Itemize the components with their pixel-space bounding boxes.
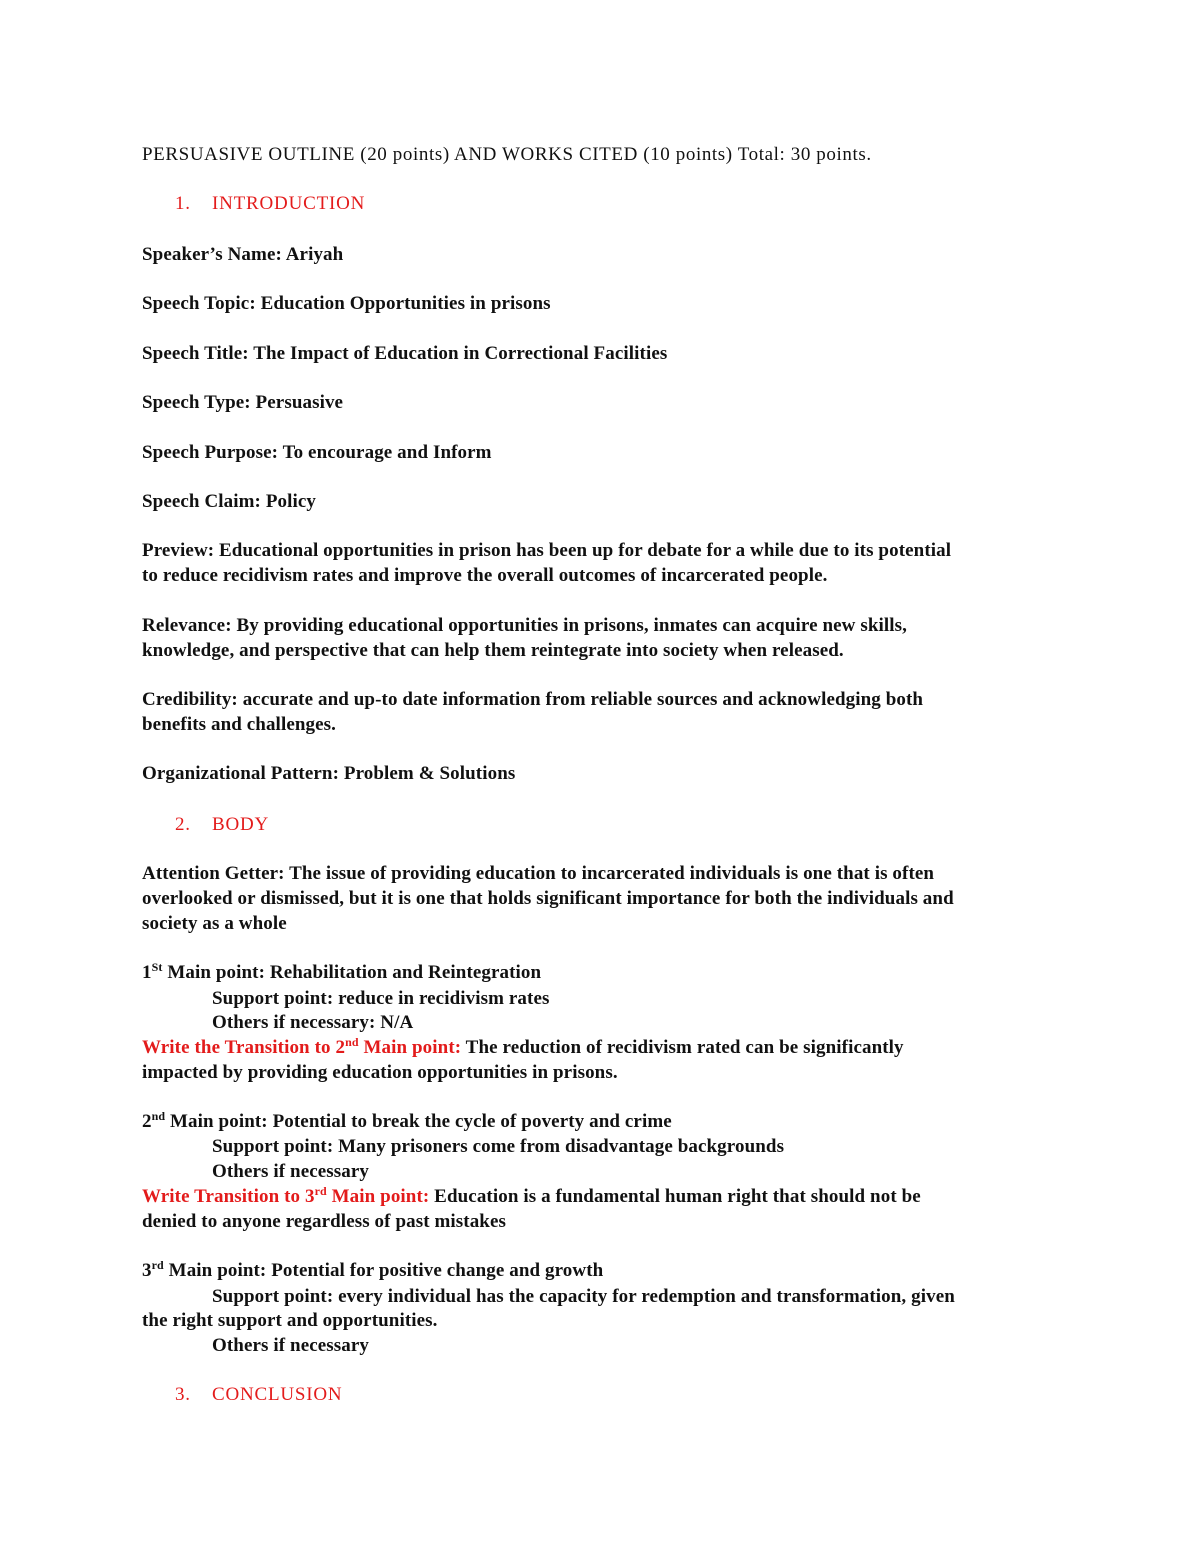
speech-purpose: Speech Purpose: To encourage and Inform xyxy=(142,442,492,463)
attention-getter-line-3: society as a whole xyxy=(142,913,287,934)
main-point-2-support: Support point: Many prisoners come from disadvantage backgrounds xyxy=(212,1136,785,1157)
speaker-name: Speaker’s Name: Ariyah xyxy=(142,244,344,265)
transition-label: Write the Transition to 2 xyxy=(142,1037,346,1058)
relevance-line-1: Relevance: By providing educational opportunities in prisons, inmates can acquire new skills, xyxy=(142,615,907,636)
transition-label: Write Transition to 3 xyxy=(142,1186,315,1207)
ordinal-suffix: nd xyxy=(151,1109,166,1123)
main-point-number: 2 xyxy=(142,1111,152,1132)
main-point-3-support-line-2: the right support and opportunities. xyxy=(142,1310,438,1331)
main-point-1-others: Others if necessary: N/A xyxy=(212,1012,414,1033)
ordinal-suffix: rd xyxy=(314,1184,327,1198)
preview-line-1: Preview: Educational opportunities in prison has been up for debate for a while due to its potential xyxy=(142,540,952,561)
transition-2 xyxy=(142,1186,921,1208)
transition-label-end: Main point: xyxy=(358,1037,462,1058)
section-heading-body xyxy=(175,814,269,836)
organizational-pattern: Organizational Pattern: Problem & Solutions xyxy=(142,763,516,784)
section-number: 3. xyxy=(175,1384,191,1405)
section-number: 1. xyxy=(175,193,191,214)
main-point-3-support-line-1: Support point: every individual has the capacity for redemption and transformation, given xyxy=(212,1286,955,1307)
section-heading-introduction xyxy=(175,193,365,215)
ordinal-suffix: rd xyxy=(151,1258,164,1272)
transition-text: The reduction of recidivism rated can be significantly xyxy=(461,1037,904,1058)
speech-topic: Speech Topic: Education Opportunities in prisons xyxy=(142,293,551,314)
main-point-1-support: Support point: reduce in recidivism rates xyxy=(212,988,550,1009)
section-label: BODY xyxy=(212,814,270,835)
speech-type: Speech Type: Persuasive xyxy=(142,392,344,413)
transition-1-line-2: impacted by providing education opportunities in prisons. xyxy=(142,1062,618,1083)
document-title: PERSUASIVE OUTLINE (20 points) AND WORKS CITED (10 points) Total: 30 points. xyxy=(142,144,872,165)
section-number: 2. xyxy=(175,814,191,835)
main-point-text: Main point: Rehabilitation and Reintegration xyxy=(162,962,542,983)
section-heading-conclusion xyxy=(175,1384,342,1406)
main-point-1 xyxy=(142,962,541,984)
relevance-line-2: knowledge, and perspective that can help them reintegrate into society when released. xyxy=(142,640,844,661)
main-point-2 xyxy=(142,1111,672,1133)
main-point-3 xyxy=(142,1260,603,1282)
section-label: INTRODUCTION xyxy=(212,193,366,214)
transition-2-line-2: denied to anyone regardless of past mistakes xyxy=(142,1211,506,1232)
credibility-line-2: benefits and challenges. xyxy=(142,714,336,735)
preview-line-2: to reduce recidivism rates and improve the overall outcomes of incarcerated people. xyxy=(142,565,828,586)
main-point-text: Main point: Potential to break the cycle of poverty and crime xyxy=(165,1111,672,1132)
main-point-2-others: Others if necessary xyxy=(212,1161,370,1182)
speech-title: Speech Title: The Impact of Education in Correctional Facilities xyxy=(142,343,668,364)
credibility-line-1: Credibility: accurate and up-to date information from reliable sources and acknowledging both xyxy=(142,689,924,710)
transition-1 xyxy=(142,1037,904,1059)
main-point-text: Main point: Potential for positive change and growth xyxy=(163,1260,604,1281)
transition-label-end: Main point: xyxy=(326,1186,430,1207)
transition-text: Education is a fundamental human right that should not be xyxy=(429,1186,921,1207)
speech-claim: Speech Claim: Policy xyxy=(142,491,317,512)
ordinal-suffix: nd xyxy=(345,1035,359,1049)
main-point-number: 1 xyxy=(142,962,152,983)
main-point-number: 3 xyxy=(142,1260,152,1281)
main-point-3-others: Others if necessary xyxy=(212,1335,370,1356)
ordinal-suffix: St xyxy=(151,960,163,974)
section-label: CONCLUSION xyxy=(212,1384,343,1405)
attention-getter-line-2: overlooked or dismissed, but it is one that holds significant importance for both the individuals and xyxy=(142,888,954,909)
attention-getter-line-1: Attention Getter: The issue of providing education to incarcerated individuals is one that is often xyxy=(142,863,935,884)
